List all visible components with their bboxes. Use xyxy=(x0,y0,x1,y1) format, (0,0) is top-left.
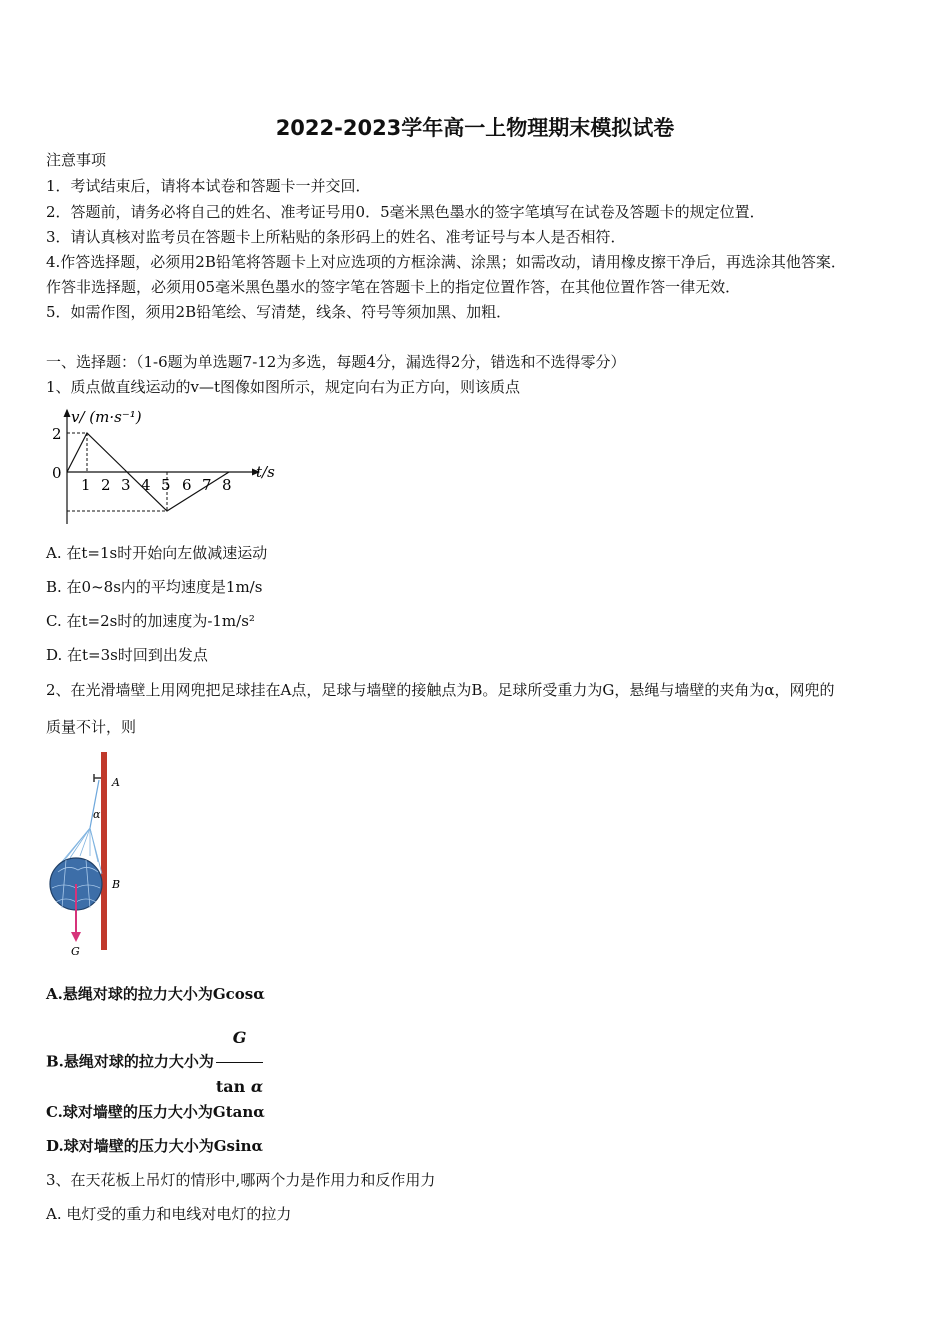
notice-heading: 注意事项 xyxy=(46,151,107,169)
q1-vt-graph xyxy=(44,404,284,528)
x-axis-label: t/s xyxy=(256,463,275,481)
q1-stem: 1、质点做直线运动的v—t图像如图所示，规定向右为正方向，则该质点 xyxy=(46,378,521,396)
q2-option-c: C.球对墙壁的压力大小为Gtanα xyxy=(46,1103,265,1121)
notice-item-1: 1．考试结束后，请将本试卷和答题卡一并交回． xyxy=(46,177,371,195)
y-tick-2: 2 xyxy=(52,425,62,443)
x-tick-8: 8 xyxy=(222,476,232,494)
origin-label: 0 xyxy=(52,464,62,482)
label-a: A xyxy=(112,776,120,789)
notice-item-2: 2．答题前，请务必将自己的姓名、准考证号用0．5毫米黑色墨水的签字笔填写在试卷及答题卡的规定位置． xyxy=(46,203,765,221)
fraction-den-var: α xyxy=(250,1077,264,1096)
x-tick-7: 7 xyxy=(202,476,212,494)
q2-stem-line2: 质量不计，则 xyxy=(46,718,137,736)
notice-item-5: 5．如需作图，须用2B铅笔绘、写清楚，线条、符号等须加黑、加粗． xyxy=(46,303,512,321)
label-alpha: α xyxy=(93,808,101,821)
label-b: B xyxy=(112,878,121,891)
q3-option-a: A. 电灯受的重力和电线对电灯的拉力 xyxy=(46,1205,292,1223)
q1-option-a: A. 在t=1s时开始向左做减速运动 xyxy=(46,544,268,562)
fraction-g-over-tan xyxy=(216,1016,263,1109)
q1-option-d: D. 在t=3s时回到出发点 xyxy=(46,646,208,664)
x-tick-6: 6 xyxy=(182,476,192,494)
x-tick-3: 3 xyxy=(121,476,131,494)
q2-option-b xyxy=(46,1016,263,1109)
fraction-numerator: G xyxy=(216,1016,263,1063)
q2-option-b-prefix: B.悬绳对球的拉力大小为 xyxy=(46,1052,214,1071)
notice-item-4: 4.作答选择题，必须用2B铅笔将答题卡上对应选项的方框涂满、涂黑；如需改动，请用橡皮擦干净后，再选涂其他答案． xyxy=(46,253,846,271)
q2-stem-line1: 2、在光滑墙壁上用网兜把足球挂在A点，足球与墙壁的接触点为B。足球所受重力为G，悬绳与墙壁的夹角为α，网兜的 xyxy=(46,681,835,699)
x-tick-1: 1 xyxy=(81,476,91,494)
fraction-den-fn: tan xyxy=(215,1077,246,1096)
q1-option-b: B. 在0~8s内的平均速度是1m/s xyxy=(46,578,263,596)
y-axis-label: v/ (m·s⁻¹) xyxy=(71,408,142,426)
x-tick-2: 2 xyxy=(101,476,111,494)
q2-ball-figure xyxy=(44,748,134,960)
notice-item-4b: 作答非选择题，必须用05毫米黑色墨水的签字笔在答题卡上的指定位置作答，在其他位置作答一律无效． xyxy=(46,278,741,296)
q1-option-c: C. 在t=2s时的加速度为-1m/s² xyxy=(46,612,255,630)
q2-option-d: D.球对墙壁的压力大小为Gsinα xyxy=(46,1137,264,1155)
x-tick-4: 4 xyxy=(141,476,151,494)
label-g: G xyxy=(71,945,80,958)
section-heading: 一、选择题：（1-6题为单选题7-12为多选，每题4分，漏选得2分，错选和不选得零分） xyxy=(46,353,626,371)
q3-stem: 3、在天花板上吊灯的情形中,哪两个力是作用力和反作用力 xyxy=(46,1171,436,1189)
x-tick-5: 5 xyxy=(161,476,171,494)
page-title: 2022-2023学年高一上物理期末模拟试卷 xyxy=(275,116,675,140)
wall xyxy=(101,752,107,950)
notice-item-3: 3．请认真核对监考员在答题卡上所粘贴的条形码上的姓名、准考证号与本人是否相符． xyxy=(46,228,626,246)
q2-option-a: A.悬绳对球的拉力大小为Gcosα xyxy=(46,985,265,1003)
